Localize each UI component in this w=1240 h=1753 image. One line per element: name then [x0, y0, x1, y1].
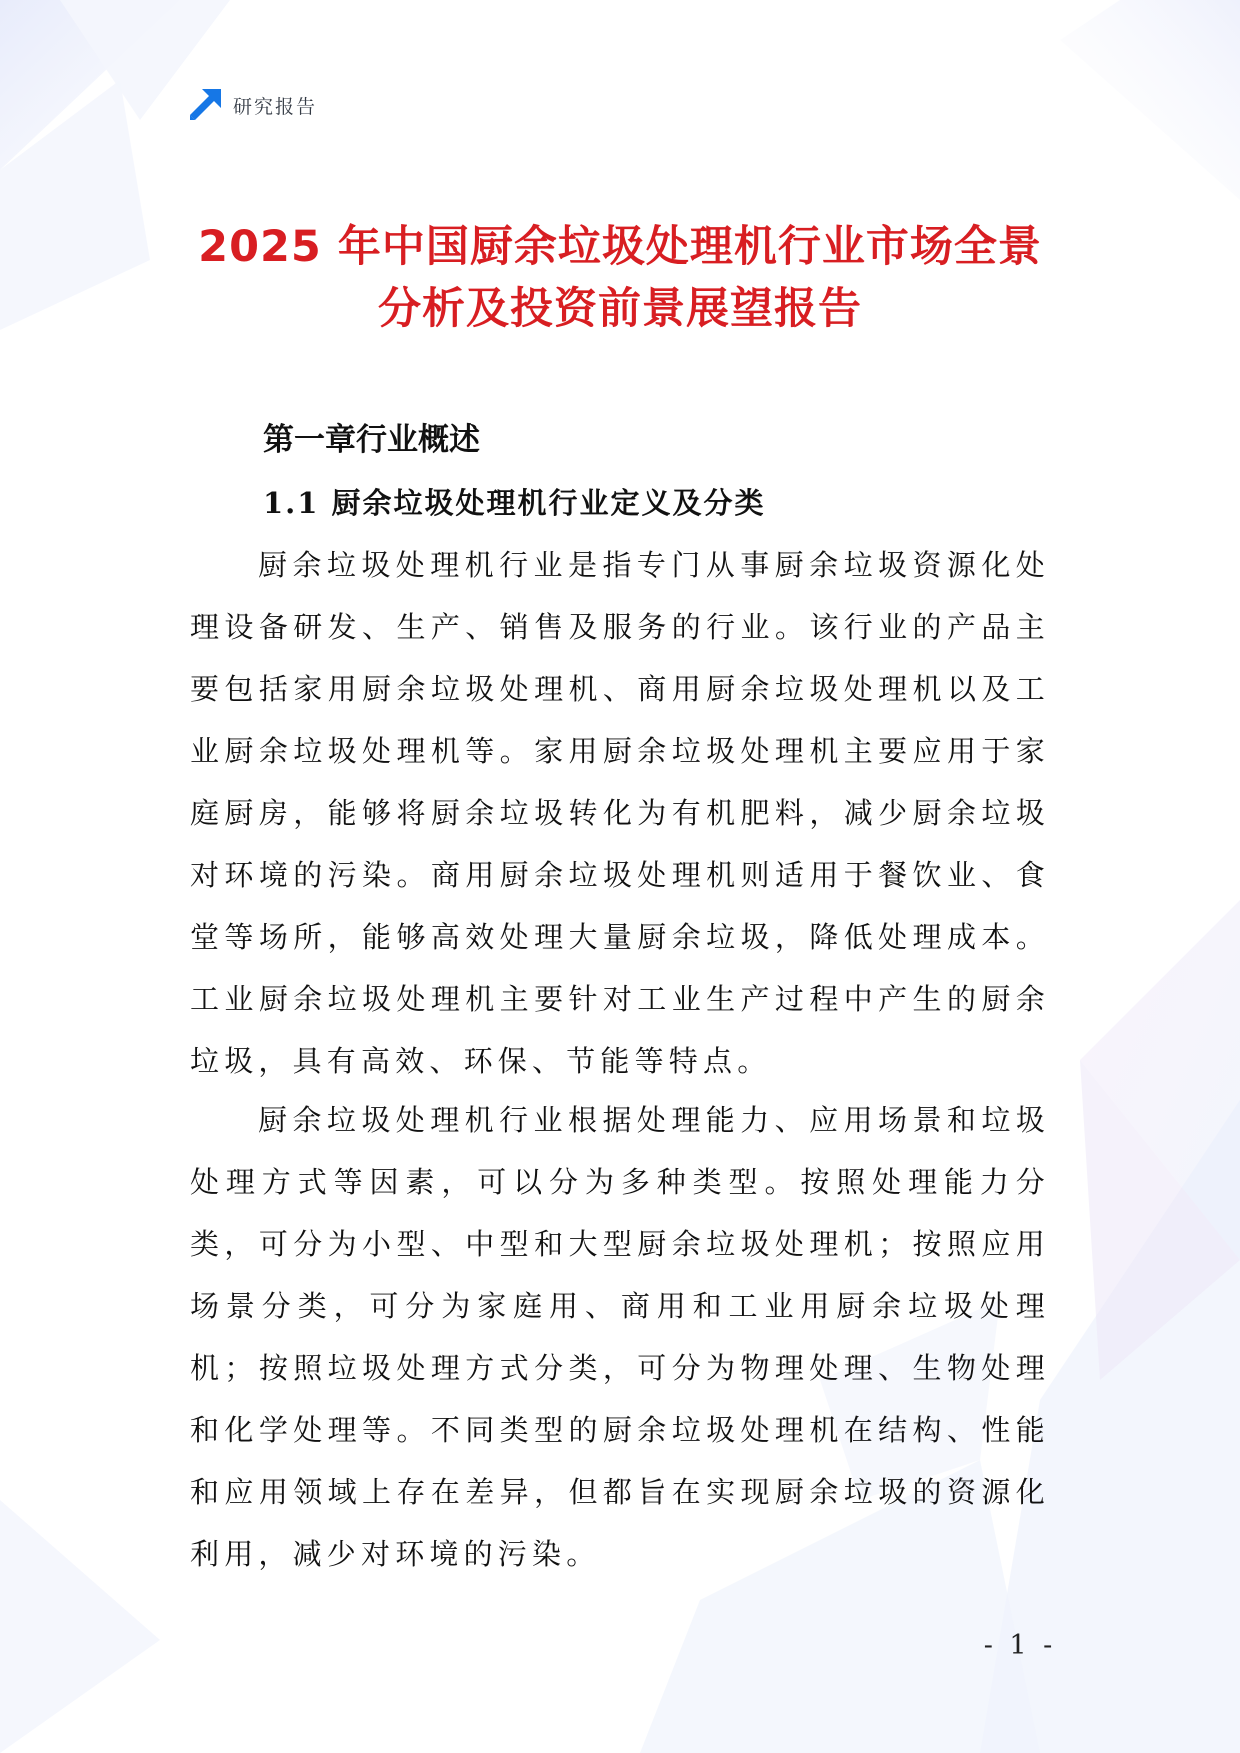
report-title	[120, 216, 1120, 340]
chapter-heading: 第一章行业概述	[263, 422, 480, 458]
section-heading: 1.1 厨余垃圾处理机行业定义及分类	[263, 486, 766, 520]
arrow-up-right-icon	[188, 88, 222, 122]
header-label: 研究报告	[233, 95, 318, 118]
title-line-1: 2025 年中国厨余垃圾处理机行业市场全景	[198, 222, 1042, 272]
body-paragraph: 厨余垃圾处理机行业根据处理能力、应用场景和垃圾处理方式等因素，可以分为多种类型。按照处理能力分类，可分为小型、中型和大型厨余垃圾处理机；按照应用场景分类，可分为家庭用、商用和工业用厨余垃圾处理机；按照垃圾处理方式分类，可分为物理处理、生物处理和化学处理等。不同类型的厨余垃圾处理机在结构、性能和应用领域上存在差异，但都旨在实现厨余垃圾的资源化利用，减少对环境的污染。	[190, 1103, 1050, 1571]
title-line-2: 分析及投资前景展望报告	[378, 284, 862, 334]
body-paragraph: 厨余垃圾处理机行业是指专门从事厨余垃圾资源化处理设备研发、生产、销售及服务的行业。该行业的产品主要包括家用厨余垃圾处理机、商用厨余垃圾处理机以及工业厨余垃圾处理机等。家用厨余垃圾处理机主要应用于家庭厨房，能够将厨余垃圾转化为有机肥料，减少厨余垃圾对环境的污染。商用厨余垃圾处理机则适用于餐饮业、食堂等场所，能够高效处理大量厨余垃圾，降低处理成本。工业厨余垃圾处理机主要针对工业生产过程中产生的厨余垃圾，具有高效、环保、节能等特点。	[190, 548, 1050, 1078]
report-header	[188, 88, 317, 122]
page-number: - 1 -	[983, 1630, 1057, 1661]
